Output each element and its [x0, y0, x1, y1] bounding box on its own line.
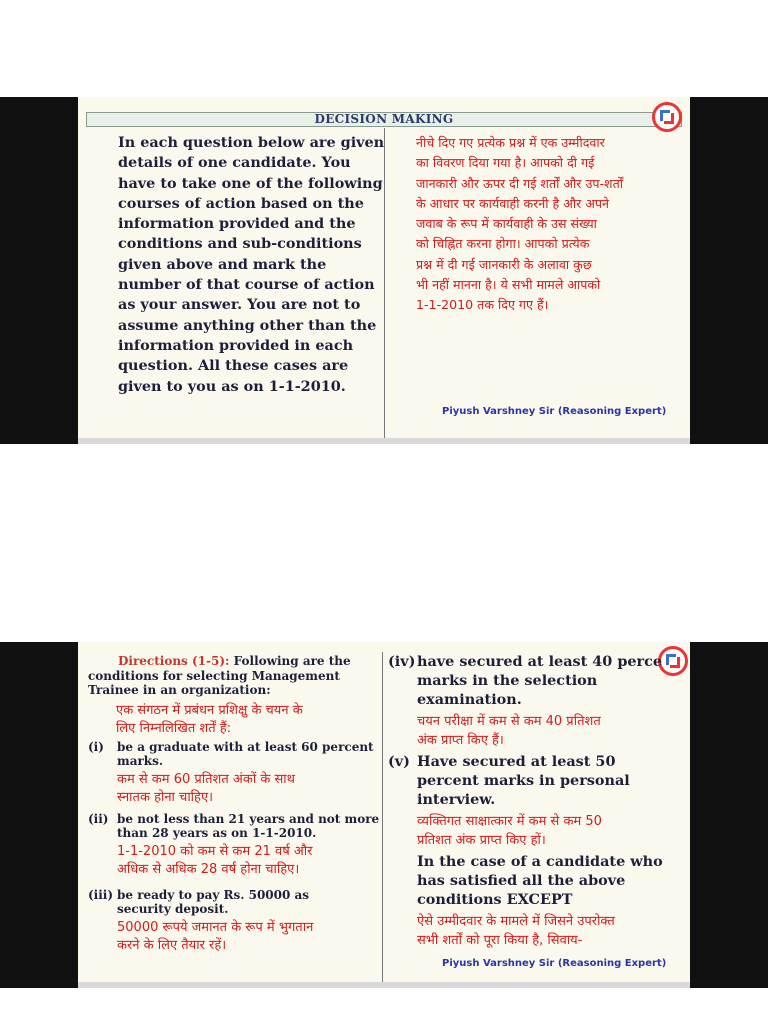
slide-1-header: DECISION MAKING [86, 112, 682, 127]
directions-hindi: लिए निम्नलिखित शर्तें हैं: [116, 720, 232, 736]
except-hindi [417, 912, 680, 950]
condition-item [88, 812, 380, 879]
condition-english-line: interview. [417, 791, 496, 808]
directions-text: conditions for selecting Management [88, 668, 340, 683]
hindi-line: नीचे दिए गए प्रत्येक प्रश्न में एक उम्मीदवार [416, 135, 605, 150]
condition-hindi-line: 50000 रूपये जमानत के रूप में भुगतान [117, 920, 314, 935]
hindi-line: प्रश्न में दी गई जानकारी के अलावा कुछ [416, 256, 592, 272]
condition-english-line: Have secured at least 50 [417, 753, 616, 770]
hindi-line: जवाब के रूप में कार्यवाही के उस संख्या [416, 216, 597, 232]
hindi-line: का विवरण दिया गया है। आपको दी गई [416, 155, 595, 171]
condition-item [88, 888, 380, 955]
directions-hindi: एक संगठन में प्रबंधन प्रशिक्षु के चयन के [116, 702, 303, 718]
slide-2-credit: Piyush Varshney Sir (Reasoning Expert) [442, 958, 667, 969]
english-line: conditions and sub-conditions [118, 235, 362, 253]
slide-1-english-text [118, 133, 385, 397]
except-block [388, 852, 680, 950]
condition-hindi-line: व्यक्तिगत साक्षात्कार में कम से कम 50 [417, 814, 602, 829]
column-divider-1 [384, 128, 385, 438]
condition-hindi-line: कम से कम 60 प्रतिशत अंकों के साथ [117, 772, 295, 787]
except-english-line: has satisfied all the above [417, 872, 626, 889]
english-line: given to you as on 1-1-2010. [118, 377, 346, 395]
condition-number: (v) [388, 753, 410, 770]
condition-hindi [417, 712, 680, 750]
english-line: information provided and the [118, 215, 356, 233]
hindi-line: जानकारी और ऊपर दी गई शर्तों और उप-शर्तों [416, 175, 624, 191]
column-divider-2 [382, 652, 383, 982]
condition-english [117, 888, 380, 916]
english-line: given above and mark the [118, 255, 327, 273]
condition-english [417, 652, 680, 709]
condition-hindi [117, 771, 380, 807]
condition-hindi-line: प्रतिशत अंक प्राप्त किए हों। [417, 833, 546, 848]
english-line: In each question below are given [118, 134, 385, 151]
condition-item [88, 740, 380, 807]
condition-number: (iv) [388, 653, 416, 670]
condition-english-line: be ready to pay Rs. 50000 as [117, 888, 310, 902]
slide-2-toolbar-strip [78, 982, 690, 988]
directions-block [88, 654, 380, 738]
english-line: have to take one of the following [118, 174, 383, 192]
except-hindi-line: सभी शर्तों को पूरा किया है, सिवाय- [417, 933, 583, 948]
directions-label: Directions (1-5): [118, 654, 230, 668]
condition-hindi-line: अंक प्राप्त किए हैं। [417, 733, 504, 748]
english-line: number of that course of action [118, 276, 375, 294]
except-english [417, 852, 680, 909]
condition-number: (i) [88, 740, 104, 754]
condition-english-line: be a graduate with at least 60 percent [117, 740, 374, 754]
condition-item [388, 752, 680, 850]
hindi-line: को चिह्नित करना होगा। आपको प्रत्येक [416, 236, 590, 252]
condition-hindi [117, 919, 380, 955]
english-line: as your answer. You are not to [118, 296, 361, 314]
condition-hindi [117, 843, 380, 879]
slide-1-credit: Piyush Varshney Sir (Reasoning Expert) [442, 406, 667, 417]
condition-hindi-line: अधिक से अधिक 28 वर्ष होना चाहिए। [117, 862, 300, 877]
condition-english-line: be not less than 21 years and not more [117, 812, 380, 826]
english-line: assume anything other than the [118, 316, 377, 334]
hindi-line: 1-1-2010 तक दिए गए हैं। [416, 297, 549, 313]
condition-hindi-line: स्नातक होना चाहिए। [117, 790, 214, 805]
condition-english-line: marks in the selection [417, 672, 598, 689]
except-hindi-line: ऐसे उम्मीदवार के मामले में जिसने उपरोक्त [417, 914, 615, 929]
condition-item [388, 652, 680, 750]
slide-1-hindi-text [416, 133, 676, 316]
condition-english-line: than 28 years as on 1-1-2010. [117, 826, 317, 840]
hindi-line: भी नहीं मानना है। ये सभी मामले आपको [416, 277, 601, 293]
condition-english [117, 740, 380, 768]
hindi-line: के आधार पर कार्यवाही करनी है और अपने [416, 195, 610, 211]
condition-english-line: percent marks in personal [417, 772, 630, 789]
condition-english-line: security deposit. [117, 902, 229, 916]
condition-hindi [417, 812, 680, 850]
slide-1-toolbar-strip [78, 438, 690, 444]
condition-english [417, 752, 680, 809]
condition-hindi-line: करने के लिए तैयार रहें। [117, 938, 227, 953]
condition-english [117, 812, 380, 840]
condition-english-line: have secured at least 40 perce [417, 653, 663, 670]
logo-icon [652, 102, 682, 132]
english-line: courses of action based on the [118, 194, 364, 212]
directions-text: Following are the [229, 654, 351, 668]
english-line: details of one candidate. You [118, 154, 351, 172]
condition-english-line: examination. [417, 691, 522, 708]
condition-english-line: marks. [117, 754, 164, 768]
condition-number: (iii) [88, 888, 114, 902]
except-english-line: In the case of a candidate who [417, 853, 663, 870]
directions-text: Trainee in an organization: [88, 683, 271, 697]
condition-hindi-line: चयन परीक्षा में कम से कम 40 प्रतिशत [417, 714, 601, 729]
english-line: question. All these cases are [118, 357, 349, 375]
except-english-line: conditions EXCEPT [417, 891, 573, 908]
english-line: information provided in each [118, 336, 354, 354]
condition-number: (ii) [88, 812, 109, 826]
condition-hindi-line: 1-1-2010 को कम से कम 21 वर्ष और [117, 844, 313, 859]
